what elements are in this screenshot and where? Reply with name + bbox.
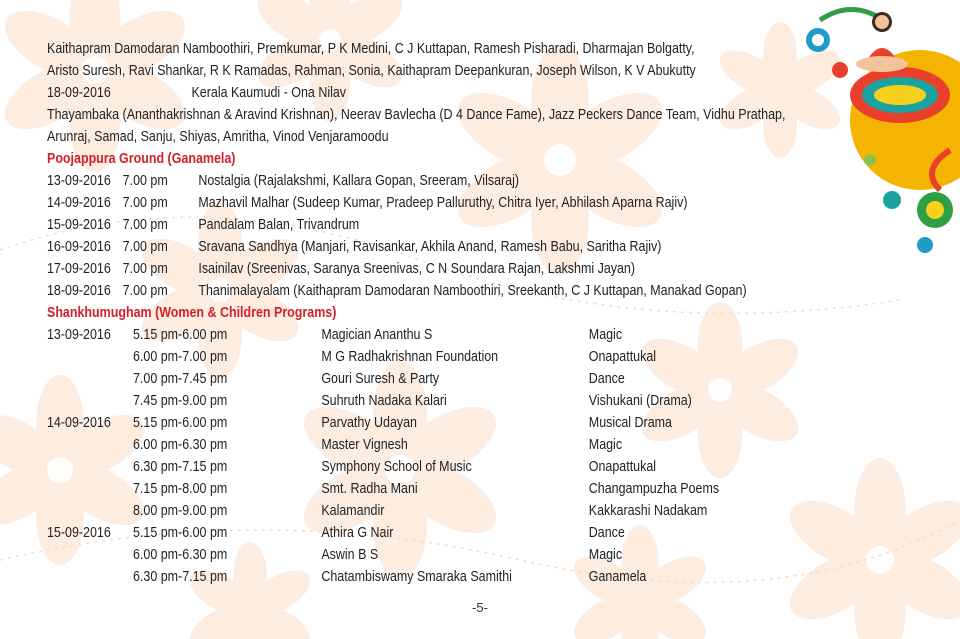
row-performer: Smt. Radha Mani <box>321 481 418 497</box>
row-program: Thanimalayalam (Kaithapram Damodaran Namboothiri, Sreekanth, C J Kuttapan, Manakad Gopan) <box>198 283 747 299</box>
row-date: 15-09-2016 <box>47 525 111 541</box>
row-item: Kakkarashi Nadakam <box>588 503 708 519</box>
schedule-row <box>47 236 761 258</box>
schedule-row <box>47 346 761 368</box>
schedule-row <box>47 170 761 192</box>
schedule-row <box>47 390 761 412</box>
section-heading-shankhumugham: Shankhumugham (Women & Children Programs) <box>47 305 337 321</box>
kerala-kaumudi-performers: Arunraj, Samad, Sanju, Shiyas, Amritha, Vinod Venjaramoodu <box>47 129 389 145</box>
schedule-row <box>47 544 761 566</box>
event-title: Kerala Kaumudi - Ona Nilav <box>191 85 347 101</box>
row-time: 6.00 pm-6.30 pm <box>133 547 228 563</box>
row-date: 18-09-2016 <box>47 283 111 299</box>
schedule-row <box>47 280 761 302</box>
meditating-woman-illustration <box>800 0 960 260</box>
row-item: Vishukani (Drama) <box>588 393 692 409</box>
row-item: Onapattukal <box>588 349 657 365</box>
row-performer: Chatambiswamy Smaraka Samithi <box>321 569 512 585</box>
row-time: 6.00 pm-6.30 pm <box>133 437 228 453</box>
row-performer: Suhruth Nadaka Kalari <box>321 393 447 409</box>
row-date: 13-09-2016 <box>47 173 111 189</box>
row-time: 7.00 pm <box>122 283 168 299</box>
row-performer: Gouri Suresh & Party <box>321 371 440 387</box>
row-time: 6.30 pm-7.15 pm <box>133 569 228 585</box>
row-time: 6.30 pm-7.15 pm <box>133 459 228 475</box>
row-item: Dance <box>588 525 625 541</box>
row-item: Onapattukal <box>588 459 657 475</box>
row-program: Isainilav (Sreenivas, Saranya Sreenivas, C N Soundara Rajan, Lakshmi Jayan) <box>198 261 636 277</box>
row-date: 15-09-2016 <box>47 217 111 233</box>
kerala-kaumudi-line <box>47 82 761 104</box>
row-performer: Parvathy Udayan <box>321 415 418 431</box>
row-performer: M G Radhakrishnan Foundation <box>321 349 499 365</box>
schedule-row <box>47 192 761 214</box>
row-item: Dance <box>588 371 625 387</box>
row-time: 7.00 pm <box>122 173 168 189</box>
row-time: 6.00 pm-7.00 pm <box>133 349 228 365</box>
schedule-row <box>47 412 761 434</box>
row-time: 7.00 pm <box>122 195 168 211</box>
row-item: Magic <box>588 327 623 343</box>
schedule-content <box>47 38 786 588</box>
row-time: 7.00 pm <box>122 217 168 233</box>
row-item: Ganamela <box>588 569 647 585</box>
row-time: 5.15 pm-6.00 pm <box>133 415 228 431</box>
schedule-row <box>47 214 761 236</box>
schedule-row <box>47 368 761 390</box>
schedule-row <box>47 434 761 456</box>
row-item: Changampuzha Poems <box>588 481 720 497</box>
row-item: Magic <box>588 547 623 563</box>
schedule-row <box>47 522 761 544</box>
row-time: 5.15 pm-6.00 pm <box>133 327 228 343</box>
intro-line: Aristo Suresh, Ravi Shankar, R K Ramadas, Rahman, Sonia, Kaithapram Deepankuran, Joseph Wilson, K V Abukutty <box>47 63 696 79</box>
schedule-row <box>47 258 761 280</box>
row-item: Musical Drama <box>588 415 672 431</box>
intro-line: Kaithapram Damodaran Namboothiri, Premkumar, P K Medini, C J Kuttapan, Ramesh Pisharadi, Dharmajan Bolgatty, <box>47 41 695 57</box>
poojappura-list <box>47 170 761 302</box>
row-date: 14-09-2016 <box>47 415 111 431</box>
row-performer: Kalamandir <box>321 503 385 519</box>
row-program: Sravana Sandhya (Manjari, Ravisankar, Akhila Anand, Ramesh Babu, Saritha Rajiv) <box>198 239 662 255</box>
schedule-row <box>47 324 761 346</box>
row-date: 14-09-2016 <box>47 195 111 211</box>
row-program: Pandalam Balan, Trivandrum <box>198 217 360 233</box>
schedule-row <box>47 500 761 522</box>
section-heading-poojappura: Poojappura Ground (Ganamela) <box>47 151 236 167</box>
row-performer: Athira G Nair <box>321 525 394 541</box>
row-program: Nostalgia (Rajalakshmi, Kallara Gopan, Sreeram, Vilsaraj) <box>198 173 520 189</box>
row-time: 7.00 pm <box>122 239 168 255</box>
row-date: 17-09-2016 <box>47 261 111 277</box>
row-time: 7.45 pm-9.00 pm <box>133 393 228 409</box>
row-performer: Magician Ananthu S <box>321 327 433 343</box>
shankhumugham-table <box>47 324 761 588</box>
schedule-row <box>47 456 761 478</box>
page-number: -5- <box>472 600 488 615</box>
row-performer: Master Vignesh <box>321 437 408 453</box>
row-item: Magic <box>588 437 623 453</box>
row-date: 13-09-2016 <box>47 327 111 343</box>
row-time: 7.15 pm-8.00 pm <box>133 481 228 497</box>
row-program: Mazhavil Malhar (Sudeep Kumar, Pradeep Palluruthy, Chitra Iyer, Abhilash Aparna Rajiv) <box>198 195 688 211</box>
row-date: 16-09-2016 <box>47 239 111 255</box>
row-performer: Aswin B S <box>321 547 379 563</box>
row-time: 7.00 pm <box>122 261 168 277</box>
row-time: 8.00 pm-9.00 pm <box>133 503 228 519</box>
schedule-row <box>47 478 761 500</box>
schedule-row <box>47 566 761 588</box>
row-performer: Symphony School of Music <box>321 459 472 475</box>
row-time: 5.15 pm-6.00 pm <box>133 525 228 541</box>
event-date: 18-09-2016 <box>47 85 111 101</box>
row-time: 7.00 pm-7.45 pm <box>133 371 228 387</box>
kerala-kaumudi-performers: Thayambaka (Ananthakrishnan & Aravind Krishnan), Neerav Bavlecha (D 4 Dance Fame), Jazz Peckers Dance Team, Vidhu Prathap, <box>47 107 786 123</box>
